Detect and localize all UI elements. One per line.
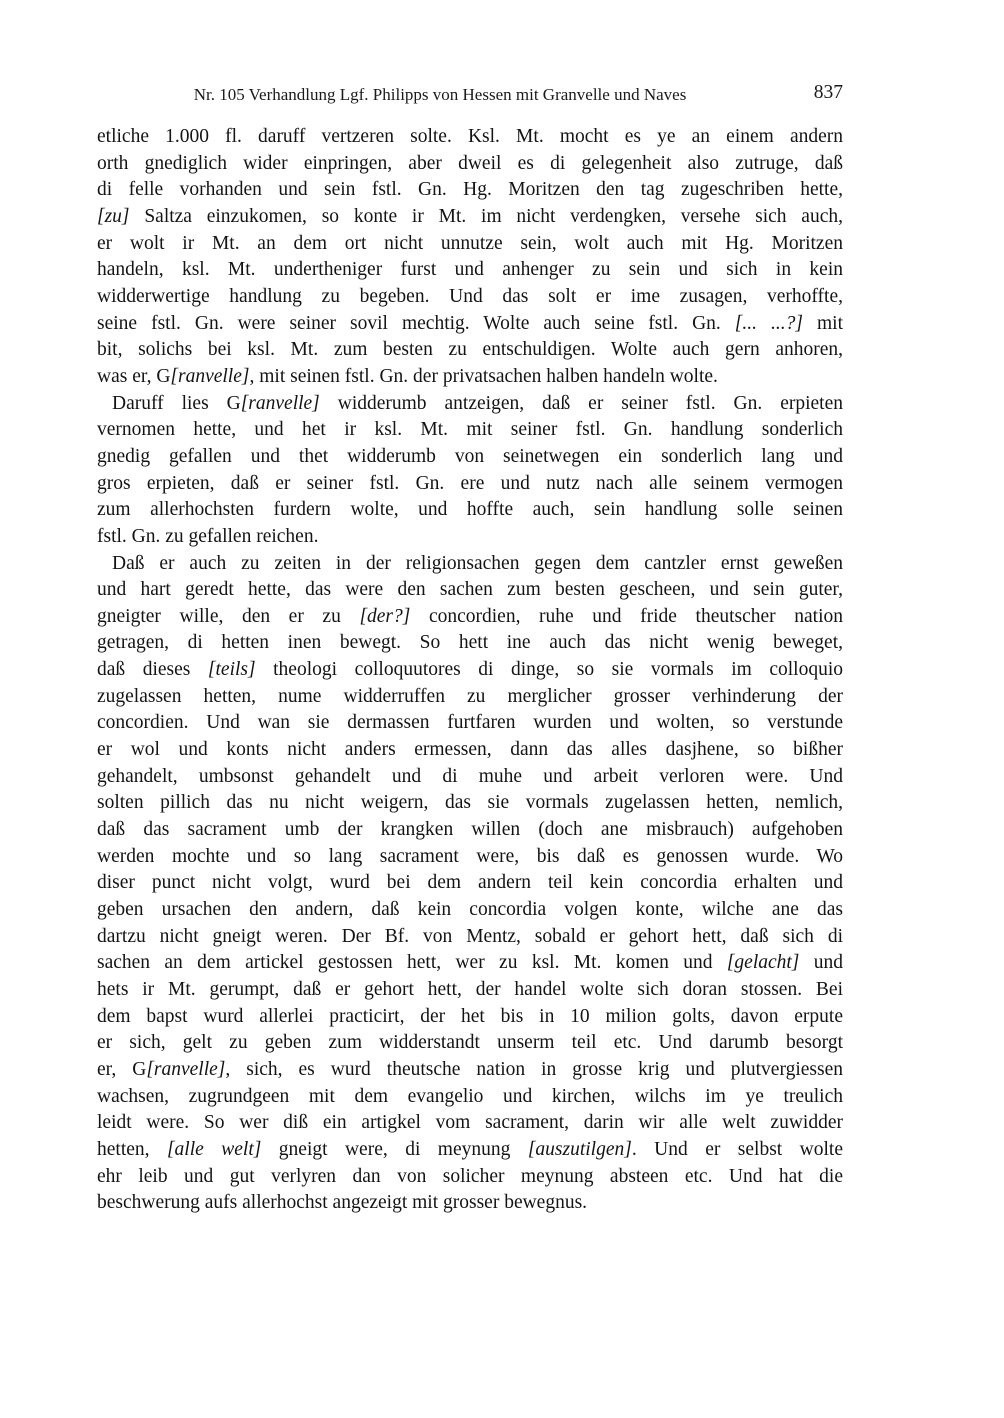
text-line (97, 737, 843, 764)
text-segment: widderwertige handlung zu begeben. Und das solt er ime zusagen, verhoffte, (97, 285, 843, 307)
text-line (97, 204, 843, 231)
text-segment: vernomen hette, und het ir ksl. Mt. mit seiner fstl. Gn. handlung sonderlich (97, 419, 843, 441)
page-number: 837 (813, 82, 843, 103)
editorial-insertion: [ranvelle] (146, 1058, 226, 1080)
text-line (97, 604, 843, 631)
text-segment: theologi colloquutores di dinge, so sie vormals im colloquio (255, 659, 843, 681)
text-line (97, 337, 843, 364)
text-column (97, 84, 843, 1217)
text-line (97, 1110, 843, 1137)
text-segment: concordien. Und wan sie dermassen furtfaren wurden und wolten, so verstunde (97, 712, 843, 734)
running-header (97, 84, 843, 106)
text-line (97, 764, 843, 791)
text-line (97, 151, 843, 178)
text-segment: dartzu nicht gneigt weren. Der Bf. von Mentz, sobald er gehort hett, daß sich di (97, 925, 843, 947)
text-segment: Daruff lies G (112, 392, 241, 414)
editorial-insertion: [zu] (97, 205, 130, 227)
text-line (97, 364, 843, 391)
text-segment: zum allerhochsten furdern wolte, und hoffte auch, sein handlung solle seinen (97, 499, 843, 521)
text-segment: Daß er auch zu zeiten in der religionsachen gegen dem cantzler ernst geweßen (112, 552, 843, 574)
text-segment: fstl. Gn. zu gefallen reichen. (97, 525, 319, 547)
text-line (97, 977, 843, 1004)
editorial-insertion: [alle welt] (166, 1138, 262, 1160)
text-line (97, 577, 843, 604)
text-line (97, 790, 843, 817)
text-segment: hets ir Mt. gerumpt, daß er gehort hett, der handel wolte sich doran stossen. Bei (97, 979, 843, 1000)
text-line (97, 391, 843, 418)
text-line (97, 844, 843, 871)
text-segment: gneigt were, di meynung (261, 1138, 528, 1160)
text-line (97, 817, 843, 844)
text-line (97, 684, 843, 711)
text-line (97, 497, 843, 524)
text-line (97, 1137, 843, 1164)
text-line (97, 551, 843, 578)
text-segment: seine fstl. Gn. were seiner sovil mechtig. Wolte auch seine fstl. Gn. (97, 312, 735, 334)
editorial-insertion: [gelacht] (726, 952, 800, 974)
text-segment: solten pillich das nu nicht weigern, das sie vormals zugelassen hetten, nemlich, (97, 792, 843, 814)
editorial-insertion: [der?] (359, 605, 411, 627)
text-line (97, 1057, 843, 1084)
text-segment: und (799, 952, 844, 974)
text-segment: di felle vorhanden und sein fstl. Gn. Hg. Moritzen den tag zugeschriben hette, (97, 179, 843, 201)
text-segment: daß dieses (97, 659, 208, 681)
text-segment: beschwerung aufs allerhochst angezeigt mit grosser bewegnus. (97, 1192, 588, 1214)
text-segment: er sich, gelt zu geben zum widderstandt unserm teil etc. Und darumb besorgt (97, 1032, 843, 1054)
text-segment: gneigter wille, den er zu (97, 605, 360, 627)
editorial-insertion: [teils] (207, 659, 256, 681)
text-segment: daß das sacrament umb der krangken willen (doch ane misbrauch) aufgehoben (97, 819, 843, 841)
text-body (97, 124, 843, 1217)
text-segment: er wolt ir Mt. an dem ort nicht unnutze sein, wolt auch mit Hg. Moritzen (97, 232, 843, 254)
text-segment: orth gnediglich wider einpringen, aber dweil es di gelegenheit also zutruge, daß (97, 152, 843, 174)
text-segment: er wol und konts nicht anders ermessen, dann das alles dasjhene, so bißher (97, 739, 843, 761)
text-line (97, 1004, 843, 1031)
text-line (97, 1190, 843, 1217)
text-segment: und hart geredt hette, das were den sachen zum besten gescheen, und sein guter, (97, 579, 843, 601)
text-segment: sachen an dem artickel gestossen hett, wer zu ksl. Mt. komen und (97, 952, 727, 974)
text-segment: wachsen, zugrundgeen mit dem evangelio und kirchen, wilchs im ye treulich (97, 1085, 843, 1107)
text-line (97, 710, 843, 737)
text-line (97, 284, 843, 311)
text-line (97, 1164, 843, 1191)
text-segment: werden mochte und so lang sacrament were, bis daß es genossen wurde. Wo (97, 845, 843, 867)
text-segment: gnedig gefallen und thet widderumb von seinetwegen ein sonderlich lang und (97, 445, 843, 467)
text-line (97, 257, 843, 284)
text-segment: widderumb antzeigen, daß er seiner fstl. Gn. erpieten (319, 392, 843, 414)
text-line (97, 897, 843, 924)
text-segment: zugelassen hetten, nume widderruffen zu merglicher grosser verhinderung der (97, 685, 843, 707)
text-line (97, 950, 843, 977)
text-line (97, 1030, 843, 1057)
text-segment: geben ursachen den andern, daß kein concordia volgen konte, wilche ane das (97, 899, 843, 921)
text-line (97, 524, 843, 551)
editorial-insertion: [ranvelle] (170, 365, 250, 387)
text-segment: gros erpieten, daß er seiner fstl. Gn. ere und nutz nach alle seinem vermogen (97, 472, 843, 494)
text-segment: gehandelt, umbsonst gehandelt und di muhe und arbeit verloren were. Und (97, 765, 843, 787)
editorial-insertion: [... ...?] (734, 312, 803, 334)
editorial-insertion: [auszutilgen] (527, 1138, 632, 1160)
text-segment: concordien, ruhe und fride theutscher nation (410, 605, 843, 627)
text-segment: mit (802, 312, 843, 334)
text-segment: leidt were. So wer diß ein artigkel vom sacrament, darin wir alle welt zuwidder (97, 1112, 843, 1134)
text-segment: dem bapst wurd allerlei practicirt, der het bis in 10 milion golts, davon erpute (97, 1005, 843, 1027)
text-segment: er, G (97, 1058, 147, 1080)
text-segment: bit, solichs bei ksl. Mt. zum besten zu entschuldigen. Wolte auch gern anhoren, (97, 339, 843, 361)
text-segment: was er, G (97, 365, 171, 387)
text-segment: , sich, es wurd theutsche nation in grosse krig und plutvergiessen (225, 1058, 843, 1080)
text-segment: handeln, ksl. Mt. undertheniger furst und anhenger zu sein und sich in kein (97, 259, 843, 281)
text-line (97, 444, 843, 471)
text-segment: etliche 1.000 fl. daruff vertzeren solte. Ksl. Mt. mocht es ye an einem andern (97, 126, 843, 147)
text-line (97, 1084, 843, 1111)
text-line (97, 311, 843, 338)
text-segment: . Und er selbst wolte (631, 1138, 843, 1160)
text-line (97, 870, 843, 897)
text-segment: , mit seinen fstl. Gn. der privatsachen halben handeln wolte. (249, 365, 718, 387)
text-line (97, 630, 843, 657)
text-line (97, 471, 843, 498)
text-segment: hetten, (97, 1138, 167, 1160)
text-line (97, 657, 843, 684)
editorial-insertion: [ranvelle] (240, 392, 320, 414)
text-segment: getragen, di hetten inen bewegt. So hett ine auch das nicht wenig beweget, (97, 632, 843, 654)
text-segment: ehr leib und gut verlyren dan von solicher meynung absteen etc. Und hat die (97, 1165, 843, 1187)
text-line (97, 124, 843, 151)
text-line (97, 177, 843, 204)
text-line (97, 231, 843, 258)
text-line (97, 417, 843, 444)
text-segment: Saltza einzukomen, so konte ir Mt. im nicht verdengken, versehe sich auch, (129, 205, 843, 227)
text-segment: diser punct nicht volgt, wurd bei dem andern teil kein concordia erhalten und (97, 872, 843, 894)
running-header-title: Nr. 105 Verhandlung Lgf. Philipps von Hessen mit Granvelle und Naves (193, 85, 687, 104)
text-line (97, 924, 843, 951)
